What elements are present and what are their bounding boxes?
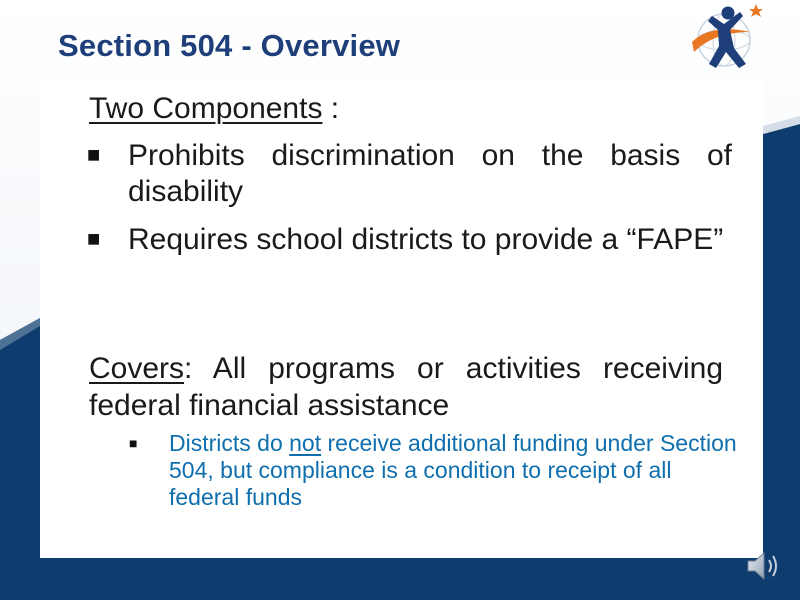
bullet-marker: ■ bbox=[87, 226, 101, 251]
sub-bullet-text bbox=[169, 430, 744, 511]
sub-bullet-marker: ■ bbox=[129, 435, 138, 451]
two-components-heading: Two Components bbox=[89, 92, 323, 125]
sub-bullet-after: receive additional funding under Section 504, but compliance is a condition to receipt of all federal funds bbox=[169, 430, 737, 510]
speaker-icon[interactable] bbox=[744, 548, 784, 584]
content-panel bbox=[40, 80, 763, 558]
covers-paragraph bbox=[89, 350, 723, 424]
heading-colon: : bbox=[322, 92, 340, 125]
organization-logo-icon bbox=[686, 2, 766, 74]
bullet-text: Requires school districts to provide a “FAPE” bbox=[128, 223, 724, 256]
covers-text: : All programs or activities receiving federal financial assistance bbox=[89, 352, 723, 422]
covers-heading: Covers bbox=[89, 352, 185, 385]
sub-bullet-emphasis: not bbox=[289, 430, 322, 456]
bullet-text: Prohibits discrimination on the basis of disability bbox=[128, 139, 732, 208]
bullet-marker: ■ bbox=[87, 142, 101, 167]
slide-title: Section 504 - Overview bbox=[58, 28, 401, 63]
section-heading bbox=[89, 92, 339, 126]
sub-bullet-before: Districts do bbox=[169, 430, 290, 456]
